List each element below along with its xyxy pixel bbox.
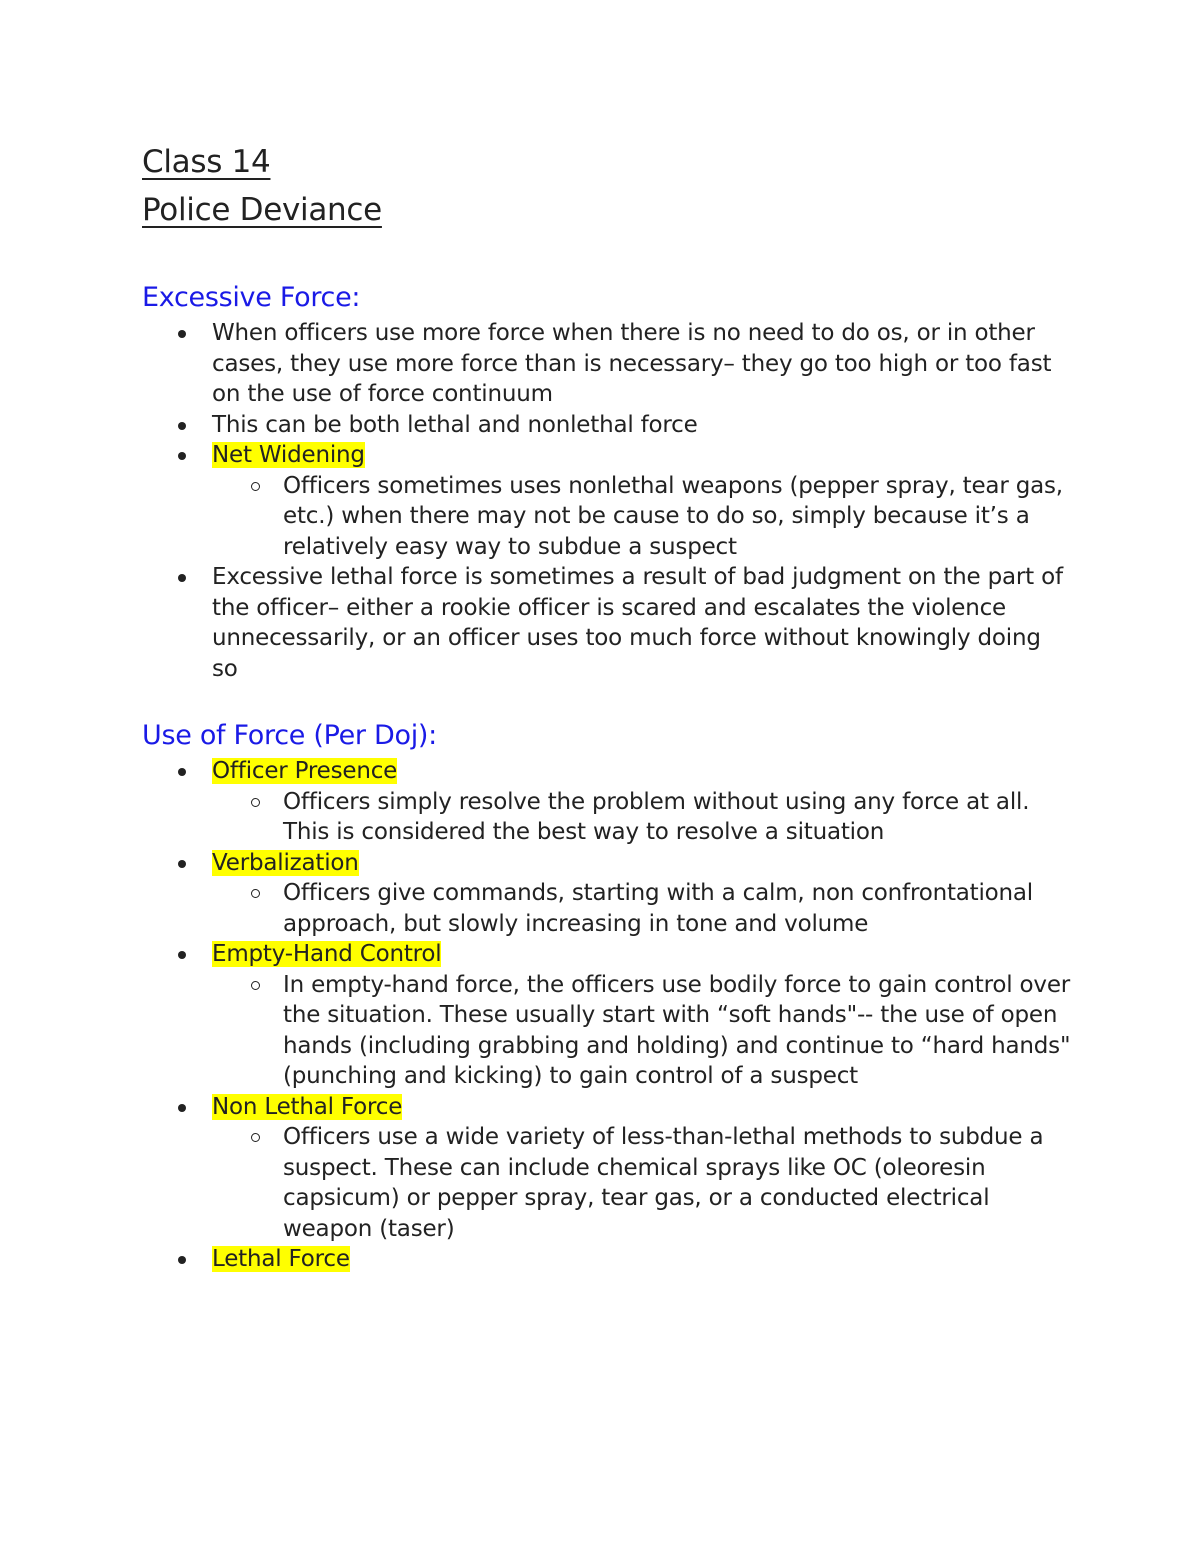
- sub-list-item: [212, 787, 1072, 848]
- highlighted-term: Empty-Hand Control: [212, 941, 442, 967]
- sub-list: [212, 970, 1072, 1092]
- sub-list-item-text: In empty-hand force, the officers use bodily force to gain control over the situation. These usually start with “soft hands"-- the use of open hands (including grabbing and holding) and continue to “hard hands" (punching and kicking) to gain control of a suspect: [283, 971, 1071, 1089]
- bullet-dot-icon: [178, 452, 186, 460]
- bullet-dot-icon: [178, 768, 186, 776]
- bullet-circle-icon: [251, 798, 260, 807]
- class-number-title: Class 14: [142, 144, 271, 180]
- sub-list: [212, 1122, 1072, 1244]
- sub-list-item-text: Officers simply resolve the problem without using any force at all. This is considered the best way to resolve a situation: [283, 788, 1030, 845]
- bullet-circle-icon: [251, 889, 260, 898]
- list-item-text: Excessive lethal force is sometimes a result of bad judgment on the part of the officer– either a rookie officer is scared and escalates the violence unnecessarily, or an officer uses too much force without knowingly doing so: [212, 564, 1063, 682]
- document-page: [142, 138, 1072, 1275]
- highlighted-term: Officer Presence: [212, 758, 398, 784]
- bullet-dot-icon: [178, 330, 186, 338]
- list-item: [142, 756, 1072, 848]
- sub-list-item: [212, 471, 1072, 563]
- bullet-dot-icon: [178, 1256, 186, 1264]
- sub-list-item-text: Officers sometimes uses nonlethal weapons (pepper spray, tear gas, etc.) when there may not be cause to do so, simply because it’s a relatively easy way to subdue a suspect: [283, 472, 1063, 560]
- bullet-dot-icon: [178, 951, 186, 959]
- list-item: [142, 562, 1072, 684]
- list-item-text: This can be both lethal and nonlethal force: [212, 411, 698, 438]
- highlighted-term: Verbalization: [212, 849, 359, 876]
- highlighted-term: Lethal Force: [212, 1246, 350, 1272]
- bullet-circle-icon: [251, 981, 260, 990]
- list-item-text: When officers use more force when there is no need to do os, or in other cases, they use more force than is necessary– they go too high or too fast on the use of force continuum: [212, 320, 1052, 407]
- bullet-dot-icon: [178, 574, 186, 582]
- sub-list-item-text: Officers give commands, starting with a calm, non confrontational approach, but slowly increasing in tone and volume: [283, 880, 1033, 937]
- bullet-dot-icon: [178, 860, 186, 868]
- use-of-force-list: [142, 756, 1072, 1275]
- document-title: Police Deviance: [142, 192, 382, 228]
- sub-list: [212, 787, 1072, 848]
- highlighted-term: Non Lethal Force: [212, 1093, 403, 1120]
- list-item: [142, 440, 1072, 562]
- section-heading-use-of-force: Use of Force (Per Doj):: [142, 720, 437, 751]
- bullet-dot-icon: [178, 422, 186, 430]
- sub-list-item-text: Officers use a wide variety of less-than-lethal methods to subdue a suspect. These can include chemical sprays like OC (oleoresin capsicum) or pepper spray, tear gas, or a conducted electrical weapon (taser): [283, 1124, 1044, 1242]
- list-item: [142, 939, 1072, 1092]
- sub-list: [212, 878, 1072, 939]
- list-item: [142, 1244, 1072, 1275]
- list-item: [142, 1092, 1072, 1245]
- sub-list: [212, 471, 1072, 563]
- highlighted-term: Net Widening: [212, 442, 365, 468]
- sub-list-item: [212, 878, 1072, 939]
- excessive-force-list: [142, 318, 1072, 684]
- bullet-circle-icon: [251, 482, 260, 491]
- bullet-circle-icon: [251, 1133, 260, 1142]
- list-item: [142, 410, 1072, 441]
- list-item: [142, 848, 1072, 940]
- sub-list-item: [212, 970, 1072, 1092]
- section-heading-excessive-force: Excessive Force:: [142, 282, 361, 313]
- sub-list-item: [212, 1122, 1072, 1244]
- bullet-dot-icon: [178, 1104, 186, 1112]
- list-item: [142, 318, 1072, 410]
